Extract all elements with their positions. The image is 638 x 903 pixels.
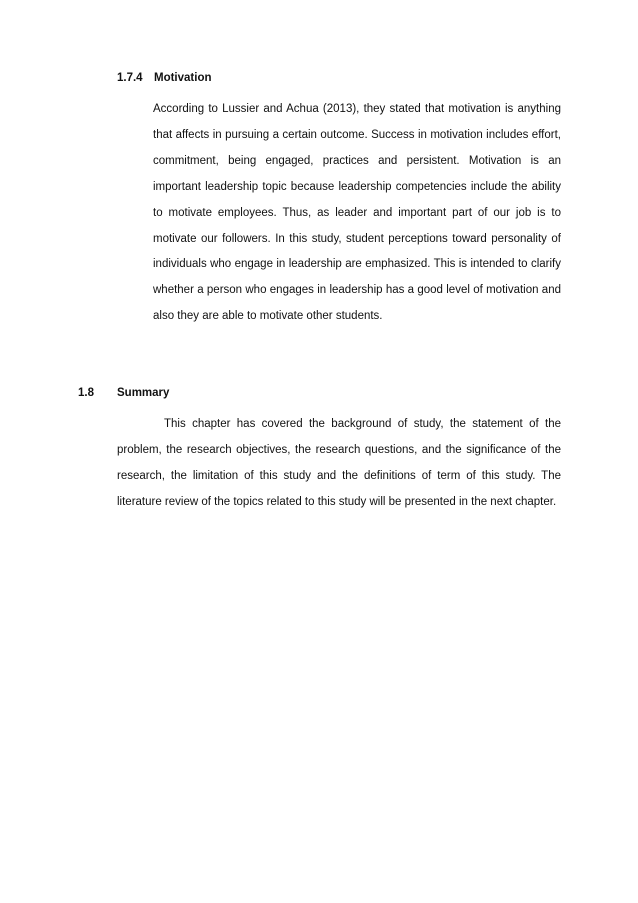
- section-1-8-title: Summary: [117, 387, 170, 399]
- section-1-7-4-heading: [117, 72, 537, 88]
- section-1-7-4-paragraph: According to Lussier and Achua (2013), they stated that motivation is anything that affects in pursuing a certain outcome. Success in motivation includes effort, commitment, being engaged, practices and persistent. Motivation is an important leadership topic because leadership competencies include the ability to motivate employees. Thus, as leader and important part of our job is to motivate our followers. In this study, student perceptions toward personality of individuals who engage in leadership are emphasized. This is intended to clarify whether a person who engages in leadership has a good level of motivation and also they are able to motivate other students.: [153, 103, 561, 323]
- section-1-8-paragraph: This chapter has covered the background of study, the statement of the problem, the research objectives, the research questions, and the significance of the research, the limitation of this study and the definitions of term of this study. The literature review of the topics related to this study will be presented in the next chapter.: [117, 418, 561, 508]
- section-1-8-heading: [78, 387, 538, 403]
- section-1-7-4-title: Motivation: [154, 72, 212, 84]
- section-1-7-4-number: 1.7.4: [117, 72, 143, 84]
- section-1-8-number: 1.8: [78, 387, 94, 399]
